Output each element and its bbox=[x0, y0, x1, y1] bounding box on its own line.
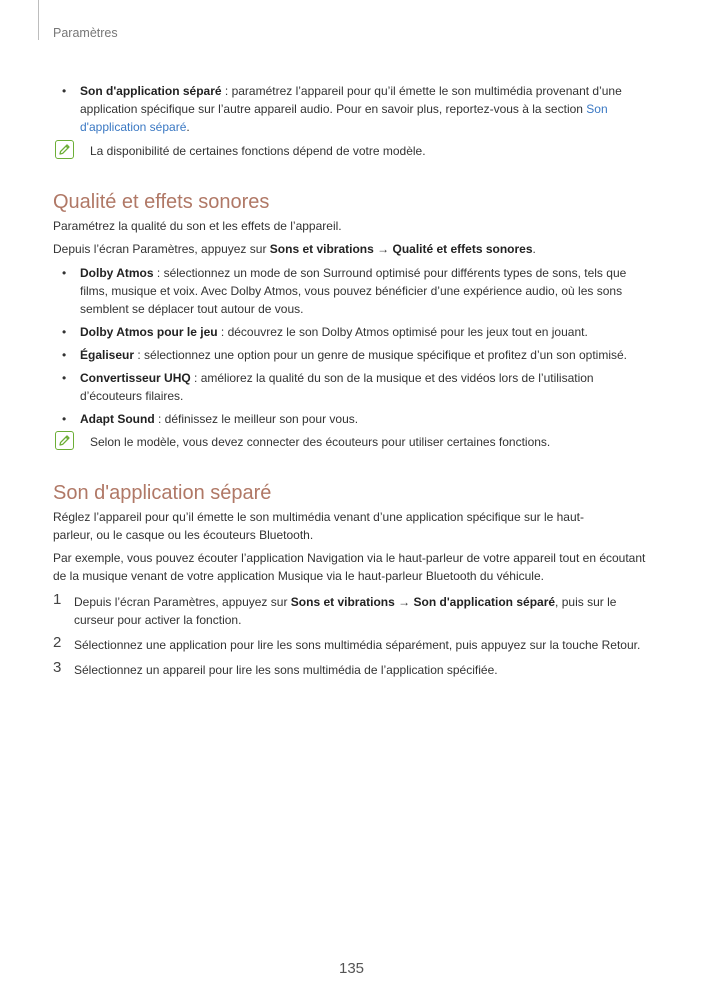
page-number: 135 bbox=[338, 960, 365, 977]
list-item: • Son d'application séparé : paramétrez l’appareil pour qu’il émette le son multimédia provenant d’une application spécifique sur l’autre appareil audio. Pour en savoir plus, reportez-vous à la section Son d'application séparé. bbox=[53, 82, 653, 136]
list-item: • Dolby Atmos : sélectionnez un mode de son Surround optimisé pour différents types de sons, tels que films, musique et voix. Avec Dolby Atmos, vous pouvez bénéficier d’une expérience audio, où les sons semblent se déplacer tout autour de vous. bbox=[53, 264, 653, 318]
step-item: 1 Depuis l’écran Paramètres, appuyez sur Sons et vibrations → Son d'application séparé, puis sur le curseur pour activer la fonction. bbox=[53, 591, 617, 627]
bullet-term: Son d'application séparé bbox=[80, 84, 222, 98]
note bbox=[53, 142, 653, 162]
feature-list bbox=[53, 264, 653, 428]
pencil-note-icon bbox=[55, 140, 74, 159]
step-list bbox=[53, 593, 653, 679]
list-item: • Dolby Atmos pour le jeu : découvrez le son Dolby Atmos optimisé pour les jeux tout en jouant. bbox=[53, 323, 653, 341]
section-link[interactable]: Son d'application séparé bbox=[80, 102, 608, 134]
section-title: Son d'application séparé bbox=[53, 482, 272, 504]
note-text: Selon le modèle, vous devez connecter des écouteurs pour utiliser certaines fonctions. bbox=[90, 435, 551, 449]
settings-path: Depuis l’écran Paramètres, appuyez sur Sons et vibrations → Qualité et effets sonores. bbox=[53, 242, 536, 256]
section-intro: Paramétrez la qualité du son et les effets de l’appareil. bbox=[53, 219, 342, 233]
top-bullet-list bbox=[53, 82, 653, 136]
step-item: 3 Sélectionnez un appareil pour lire les sons multimédia de l’application spécifiée. bbox=[53, 659, 498, 677]
header-title: Paramètres bbox=[53, 26, 118, 40]
note bbox=[53, 433, 653, 453]
header-rule bbox=[38, 0, 39, 40]
pencil-note-icon bbox=[55, 431, 74, 450]
list-item: • Convertisseur UHQ : améliorez la qualité du son de la musique et des vidéos lors de l’utilisation d’écouteurs filaires. bbox=[53, 369, 653, 405]
section-paragraph: Réglez l’appareil pour qu’il émette le son multimédia venant d’une application spécifique sur le haut-parleur, ou le casque ou les écouteurs Bluetooth. bbox=[53, 510, 584, 542]
step-number: 3 bbox=[53, 659, 62, 676]
step-number: 1 bbox=[53, 591, 62, 608]
page-content bbox=[53, 82, 653, 686]
section-title: Qualité et effets sonores bbox=[53, 191, 270, 213]
list-item: • Égaliseur : sélectionnez une option pour un genre de musique spécifique et profitez d’un son optimisé. bbox=[53, 346, 653, 364]
step-item: 2 Sélectionnez une application pour lire les sons multimédia séparément, puis appuyez sur la touche Retour. bbox=[53, 634, 641, 652]
note-text: La disponibilité de certaines fonctions dépend de votre modèle. bbox=[90, 144, 426, 158]
section-paragraph: Par exemple, vous pouvez écouter l’application Navigation via le haut-parleur de votre appareil tout en écoutant de la musique venant de votre application Musique via le haut-parleur Bluetooth du véhicule. bbox=[53, 551, 646, 583]
step-number: 2 bbox=[53, 634, 62, 651]
list-item: • Adapt Sound : définissez le meilleur son pour vous. bbox=[53, 410, 653, 428]
